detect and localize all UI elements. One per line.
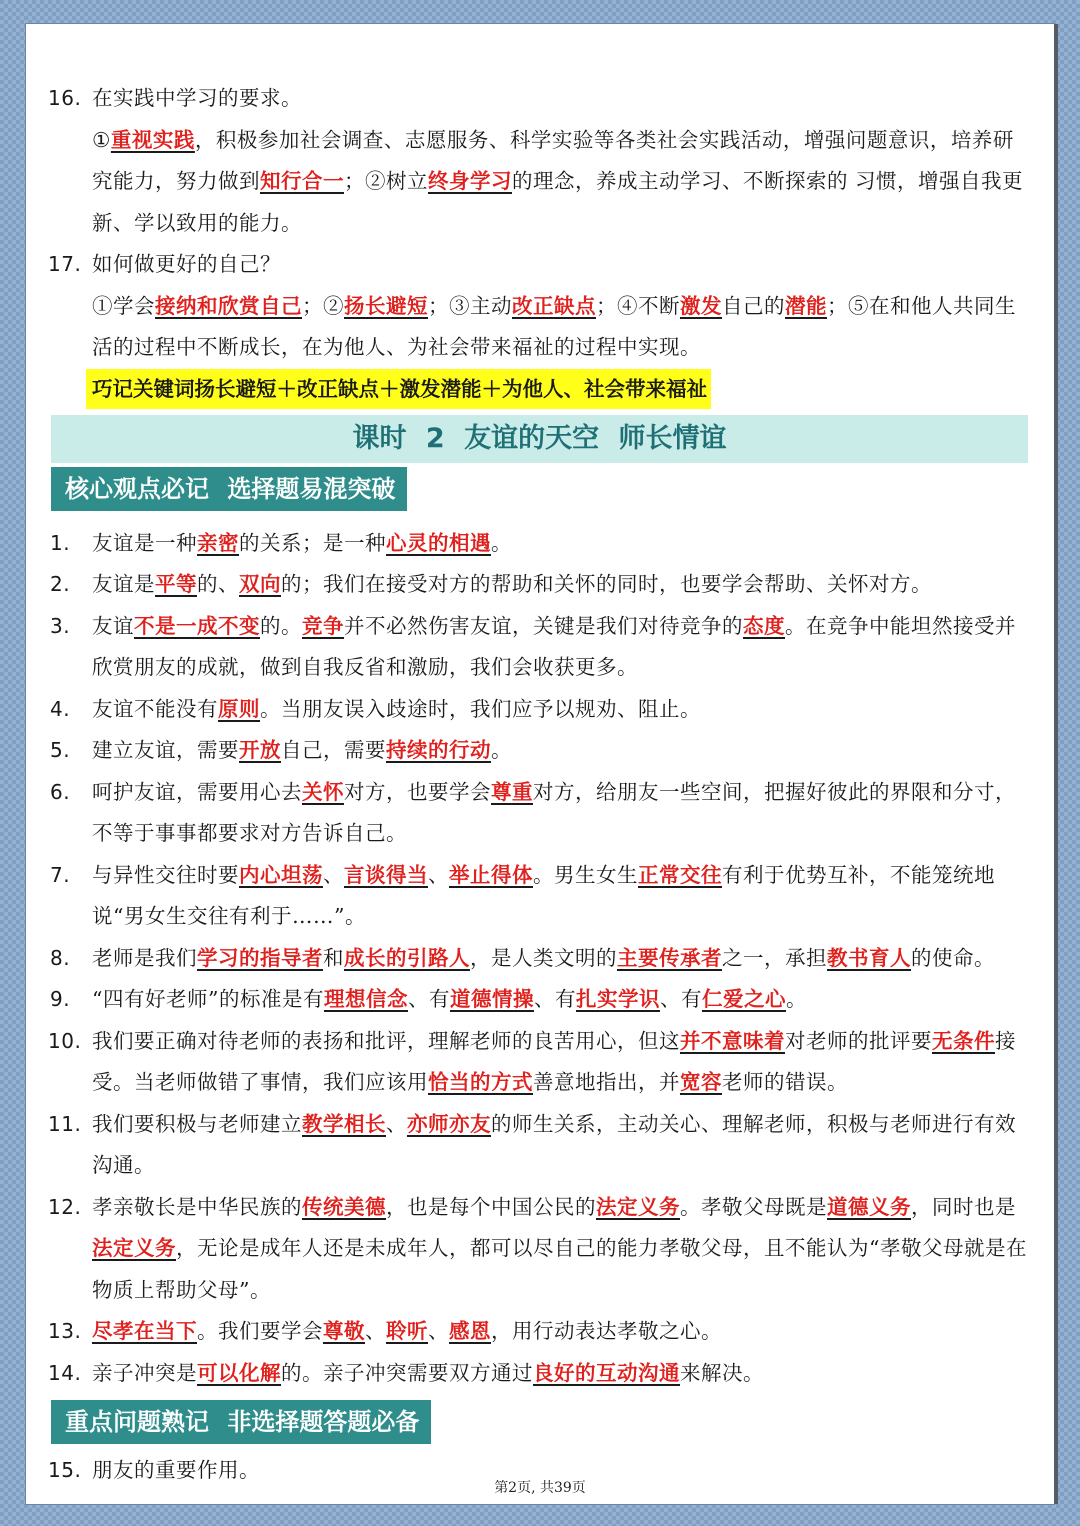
keyword: 感恩 [449, 1319, 491, 1343]
item-number: 17. [48, 252, 82, 276]
answer-16: ①重视实践，积极参加社会调查、志愿服务、科学实验等各类社会实践活动，增强问题意识，培养研究能力，努力做到知行合一；②树立终身学习的理念，养成主动学习、不断探索的 习惯，增强自我更新、学以致用的能力。 [92, 127, 1024, 235]
keyword: 宽容 [680, 1070, 722, 1094]
question-16 [26, 78, 1054, 120]
question-text: 如何做更好的自己？ [92, 252, 281, 276]
item-number: 7. [50, 862, 71, 887]
list-item: 4. 友谊不能没有原则。当朋友误入歧途时，我们应予以规劝、阻止。 [26, 689, 1054, 731]
keyword: 无条件 [932, 1028, 995, 1053]
keyword: 良好的互动沟通 [533, 1360, 680, 1385]
keyword: 尊重 [491, 779, 533, 804]
list-item: 11. 我们要积极与老师建立教学相长、亦师亦友的师生关系，主动关心、理解老师，积极与老师进行有效沟通。 [26, 1104, 1054, 1187]
item-number: 6. [50, 779, 71, 804]
item-number: 8. [50, 945, 71, 970]
item-number: 2. [50, 572, 71, 596]
keyword: 恰当的方式 [428, 1070, 533, 1094]
keyword: 接纳和欣赏自己 [155, 293, 302, 318]
item-number: 9. [50, 987, 71, 1011]
keyword: 学习的指导者 [197, 945, 323, 970]
keyword: 法定义务 [596, 1194, 680, 1219]
keyword: 聆听 [386, 1319, 428, 1343]
keyword: 道德义务 [827, 1194, 911, 1219]
item-number: 5. [50, 738, 71, 762]
list-item: 3. 友谊不是一成不变的。竞争并不必然伤害友谊，关键是我们对待竞争的态度。在竞争中能坦然接受并欣赏朋友的成就，做到自我反省和激励，我们会收获更多。 [26, 606, 1054, 689]
keyword: 双向 [239, 572, 281, 596]
list-item: 6. 呵护友谊，需要用心去关怀对方，也要学会尊重对方，给朋友一些空间，把握好彼此的界限和分寸，不等于事事都要求对方告诉自己。 [26, 772, 1054, 855]
item-number: 10. [48, 1028, 82, 1053]
keyword: 法定义务 [92, 1236, 176, 1260]
question-text: 在实践中学习的要求。 [92, 86, 302, 110]
keyword: 改正缺点 [512, 293, 596, 318]
keyword: 亲密 [197, 530, 239, 555]
keyword: 终身学习 [428, 169, 512, 193]
list-item: 7. 与异性交往时要内心坦荡、言谈得当、举止得体。男生女生正常交往有利于优势互补，不能笼统地说“男女生交往有利于……”。 [26, 855, 1054, 938]
section-tag-key-questions: 重点问题熟记 非选择题答题必备 [51, 1400, 431, 1444]
keyword: 内心坦荡 [239, 862, 323, 887]
keyword: 激发 [680, 293, 722, 318]
lesson-title-bar: 课时 2 友谊的天空 师长情谊 [51, 415, 1028, 463]
keyword: 教书育人 [827, 945, 911, 970]
keyword: 尊敬 [323, 1319, 365, 1343]
item-number: 15. [48, 1458, 82, 1482]
keyword: 亦师亦友 [407, 1111, 491, 1136]
keyword: 重视实践 [110, 127, 195, 152]
list-item: 9. “四有好老师”的标准是有理想信念、有道德情操、有扎实学识、有仁爱之心。 [26, 979, 1054, 1021]
item-number: 13. [48, 1319, 82, 1343]
list-item: 13. 尽孝在当下。我们要学会尊敬、聆听、感恩，用行动表达孝敬之心。 [26, 1311, 1054, 1353]
item-number: 3. [50, 613, 71, 638]
section-tag-core-points: 核心观点必记 选择题易混突破 [51, 467, 407, 511]
item-number: 12. [48, 1194, 82, 1219]
keyword: 态度 [743, 613, 785, 638]
document-page [26, 24, 1054, 1504]
keyword: 教学相长 [302, 1111, 386, 1136]
keyword: 心灵的相遇 [386, 530, 491, 555]
keyword: 传统美德 [302, 1194, 386, 1219]
list-item: 1. 友谊是一种亲密的关系；是一种心灵的相遇。 [26, 523, 1054, 565]
keyword: 言谈得当 [344, 862, 428, 887]
keyword: 举止得体 [449, 862, 533, 887]
keyword: 成长的引路人 [344, 945, 470, 970]
item-number: 4. [50, 696, 71, 721]
question-17 [26, 244, 1054, 286]
keyword: 平等 [155, 572, 197, 596]
keyword: 正常交往 [638, 862, 722, 887]
list-item: 2. 友谊是平等的、双向的；我们在接受对方的帮助和关怀的同时，也要学会帮助、关怀对方。 [26, 564, 1054, 606]
keyword: 仁爱之心 [701, 987, 786, 1011]
keyword: 扬长避短 [344, 293, 428, 318]
page-footer: 第2页, 共39页 [494, 1480, 586, 1496]
item-number: 1. [50, 530, 71, 555]
keyword: 并不意味着 [680, 1028, 785, 1053]
keyword: 可以化解 [197, 1360, 281, 1385]
list-item: 5. 建立友谊，需要开放自己，需要持续的行动。 [26, 730, 1054, 772]
list-item: 8. 老师是我们学习的指导者和成长的引路人，是人类文明的主要传承者之一，承担教书育人的使命。 [26, 938, 1054, 980]
keyword: 潜能 [785, 293, 827, 318]
keyword: 开放 [239, 738, 281, 762]
keyword: 原则 [218, 696, 260, 721]
list-item: 12. 孝亲敬长是中华民族的传统美德，也是每个中国公民的法定义务。孝敬父母既是道德义务，同时也是法定义务，无论是成年人还是未成年人，都可以尽自己的能力孝敬父母，且不能认为“孝敬父母就是在物质上帮助父母”。 [26, 1187, 1054, 1312]
keyword: 知行合一 [260, 169, 344, 193]
keyword: 关怀 [302, 779, 344, 804]
list-item: 10. 我们要正确对待老师的表扬和批评，理解老师的良苦用心，但这并不意味着对老师的批评要无条件接受。当老师做错了事情，我们应该用恰当的方式善意地指出，并宽容老师的错误。 [26, 1021, 1054, 1104]
memo-highlight: 巧记关键词扬长避短＋改正缺点＋激发潜能＋为他人、社会带来福祉 [86, 369, 711, 409]
list-item: 15. 朋友的重要作用。 [26, 1450, 1054, 1492]
keyword: 持续的行动 [386, 738, 491, 762]
keyword: 主要传承者 [617, 945, 722, 970]
keyword: 理想信念 [323, 987, 408, 1011]
keyword: 不是一成不变 [134, 613, 260, 638]
keyword: 道德情操 [449, 987, 534, 1011]
list-item: 14. 亲子冲突是可以化解的。亲子冲突需要双方通过良好的互动沟通来解决。 [26, 1353, 1054, 1395]
item-number: 16. [48, 86, 82, 110]
item-number: 14. [48, 1360, 82, 1385]
keyword: 扎实学识 [575, 987, 660, 1011]
answer-17: ①学会接纳和欣赏自己；②扬长避短；③主动改正缺点；④不断激发自己的潜能；⑤在和他人共同生活的过程中不断成长，在为他人、为社会带来福祉的过程中实现。 [92, 293, 1016, 359]
item-number: 11. [48, 1111, 82, 1136]
page-content [26, 78, 1054, 1492]
keyword: 竞争 [302, 613, 344, 638]
keyword: 尽孝在当下 [92, 1319, 197, 1343]
memo-row [26, 369, 1054, 411]
